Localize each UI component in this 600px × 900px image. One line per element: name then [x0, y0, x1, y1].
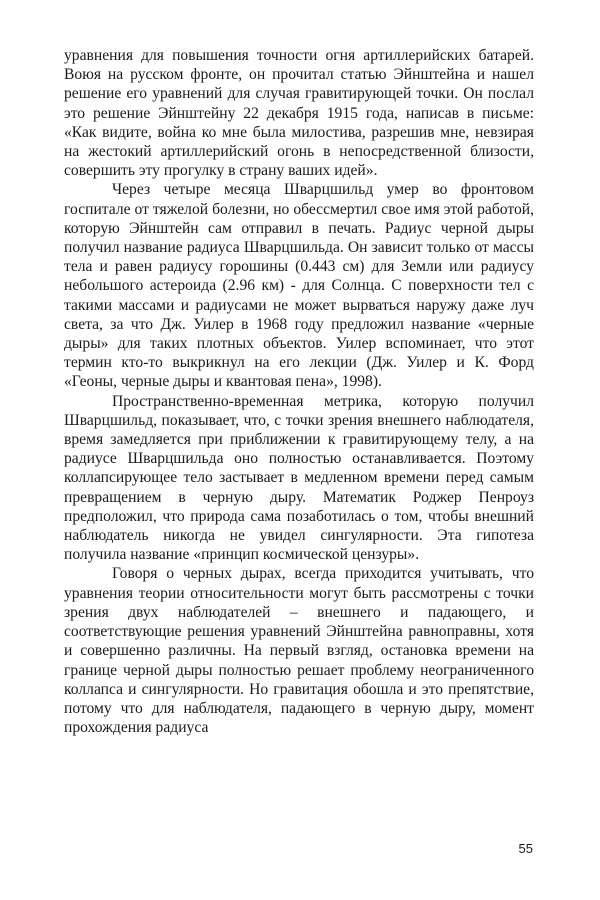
paragraph-4: Говоря о черных дырах, всегда приходится учитывать, что уравнения теории относительности могут быть рассмотрены с точки зрения двух наблюдателей – внешнего и падающего, и соответствующие решения уравнений Эйнштейна равноправны, хотя и совершенно различны. На первый взгляд, остановка времени на границе черной дыры полностью решает проблему неограниченного коллапса и сингулярности. Но гравитация обошла и это препятствие, потому что для наблюдателя, падающего в черную дыру, момент прохождения радиуса — [64, 565, 534, 737]
paragraph-1: уравнения для повышения точности огня артиллерийских батарей. Воюя на русском фронте, он прочитал статью Эйнштейна и нашел решение его уравнений для случая гравитирующей точки. Он послал это решение Эйнштейну 22 декабря 1915 года, написав в письме: «Как видите, война ко мне была милостива, разрешив мне, невзирая на жестокий артиллерийский огонь в непосредственной близости, совершить эту прогулку в страну ваших идей». — [64, 47, 534, 180]
page-number: 55 — [518, 841, 533, 856]
paragraph-2: Через четыре месяца Шварцшильд умер во фронтовом госпитале от тяжелой болезни, но обессмертил свое имя этой работой, которую Эйнштейн сам отправил в печать. Радиус черной дыры получил название радиуса Шварцшильда. Он зависит только от массы тела и равен радиусу горошины (0.443 см) для Земли или радиусу небольшого астероида (2.96 км) - для Солнца. С поверхности тел с такими массами и радиусами не может вырваться наружу даже луч света, за что Дж. Уилер в 1968 году предложил название «черные дыры» для таких плотных объектов. Уилер вспоминает, что этот термин кто-то выкрикнул на его лекции (Дж. Уилер и К. Форд «Геоны, черные дыры и квантовая пена», 1998). — [64, 181, 534, 391]
page-body — [64, 46, 534, 737]
paragraph-3: Пространственно-временная метрика, которую получил Шварцшильд, показывает, что, с точки зрения внешнего наблюдателя, время замедляется при приближении к гравитирующему телу, а на радиусе Шварцшильда оно полностью останавливается. Поэтому коллапсирующее тело застывает в медленном времени перед самым превращением в черную дыру. Математик Роджер Пенроуз предположил, что природа сама позаботилась о том, чтобы внешний наблюдатель никогда не увидел сингулярности. Эта гипотеза получила название «принцип космической цензуры». — [64, 392, 534, 564]
